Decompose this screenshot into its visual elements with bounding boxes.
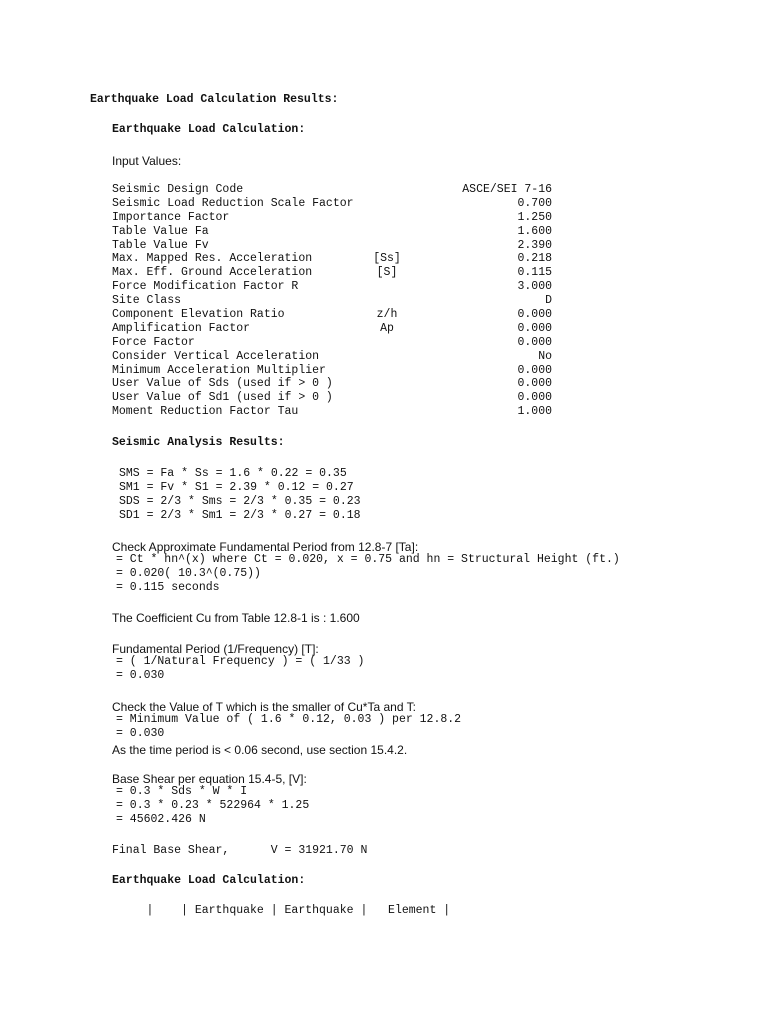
input-row [112, 336, 552, 350]
input-value: ASCE/SEI 7-16 [462, 183, 552, 196]
input-label: User Value of Sds (used if > 0 ) [112, 377, 333, 391]
base-shear-lines [116, 785, 309, 827]
base-shear-heading: Base Shear per equation 15.4-5, [V]: [112, 772, 307, 786]
input-label: Seismic Design Code [112, 183, 244, 196]
input-row [112, 294, 552, 308]
time-period-note: As the time period is < 0.06 second, use section 15.4.2. [112, 743, 408, 757]
ta-heading: Check Approximate Fundamental Period from 12.8-7 [Ta]: [112, 540, 419, 554]
input-row [112, 211, 552, 225]
input-row [112, 308, 552, 322]
input-label: Site Class [112, 294, 182, 308]
period-line: = ( 1/Natural Frequency ) = ( 1/33 ) [116, 655, 365, 668]
period-line: = 0.030 [116, 668, 165, 682]
check-line: = Minimum Value of ( 1.6 * 0.12, 0.03 ) per 12.8.2 [116, 713, 462, 726]
input-row [112, 197, 552, 211]
input-value: No [538, 349, 552, 363]
input-value: 1.250 [517, 210, 552, 224]
input-symbol: [Ss] [373, 252, 401, 266]
check-heading: Check the Value of T which is the smaller of Cu*Ta and T: [112, 700, 416, 714]
input-row [112, 239, 552, 253]
page-title: Earthquake Load Calculation Results: [90, 93, 339, 106]
input-value: 0.000 [517, 308, 552, 322]
seismic-result-line: SDS = 2/3 * Sms = 2/3 * 0.35 = 0.23 [119, 494, 361, 508]
base-shear-line: = 0.3 * Sds * W * I [116, 785, 248, 798]
input-values-heading: Input Values: [112, 154, 182, 168]
ta-line: = 0.115 seconds [116, 580, 220, 594]
input-row [112, 280, 552, 294]
input-row [112, 377, 552, 391]
input-value: D [545, 294, 552, 308]
input-value: 1.600 [517, 224, 552, 238]
section-title-2: Earthquake Load Calculation: [112, 874, 306, 887]
input-value: 3.000 [517, 280, 552, 294]
input-label: Table Value Fa [112, 224, 209, 238]
ta-line: = 0.020( 10.3^(0.75)) [116, 566, 261, 580]
section-title: Earthquake Load Calculation: [112, 123, 306, 136]
input-value: 2.390 [517, 238, 552, 252]
seismic-result-line: SMS = Fa * Ss = 1.6 * 0.22 = 0.35 [119, 467, 347, 480]
ta-line: = Ct * hn^(x) where Ct = 0.020, x = 0.75 and hn = Structural Height (ft.) [116, 553, 620, 566]
input-value: 0.000 [517, 377, 552, 391]
input-label: Max. Eff. Ground Acceleration [112, 266, 313, 280]
period-heading: Fundamental Period (1/Frequency) [T]: [112, 642, 319, 656]
input-value: 0.218 [517, 252, 552, 266]
input-value: 0.115 [517, 266, 552, 280]
seismic-result-line: SM1 = Fv * S1 = 2.39 * 0.12 = 0.27 [119, 480, 354, 494]
input-row [112, 322, 552, 336]
input-value: 0.000 [517, 363, 552, 377]
check-lines [116, 713, 461, 741]
input-row [112, 405, 552, 419]
final-base-shear: Final Base Shear, V = 31921.70 N [112, 844, 368, 857]
input-label: Force Modification Factor R [112, 280, 299, 294]
input-row [112, 350, 552, 364]
seismic-result-line: SD1 = 2/3 * Sm1 = 2/3 * 0.27 = 0.18 [119, 508, 361, 522]
input-row [112, 252, 552, 266]
input-symbol: Ap [380, 321, 394, 335]
input-label: Consider Vertical Acceleration [112, 349, 320, 363]
base-shear-line: = 45602.426 N [116, 812, 206, 826]
input-values-table [112, 183, 552, 419]
input-label: Table Value Fv [112, 238, 209, 252]
input-row [112, 391, 552, 405]
input-symbol: z/h [376, 308, 398, 322]
input-label: Moment Reduction Factor Tau [112, 405, 299, 419]
input-value: 0.000 [517, 335, 552, 349]
check-line: = 0.030 [116, 726, 165, 740]
input-label: Force Factor [112, 335, 195, 349]
cu-line: The Coefficient Cu from Table 12.8-1 is : 1.600 [112, 611, 360, 625]
base-shear-line: = 0.3 * 0.23 * 522964 * 1.25 [116, 798, 310, 812]
input-row [112, 364, 552, 378]
input-label: Seismic Load Reduction Scale Factor [112, 196, 354, 210]
input-label: Max. Mapped Res. Acceleration [112, 252, 313, 266]
seismic-results-heading: Seismic Analysis Results: [112, 436, 285, 449]
input-row [112, 183, 552, 197]
input-label: User Value of Sd1 (used if > 0 ) [112, 391, 333, 405]
seismic-results-lines [119, 467, 361, 523]
input-value: 0.700 [517, 196, 552, 210]
period-lines [116, 655, 364, 683]
input-symbol: [S] [376, 266, 398, 280]
input-value: 0.000 [517, 321, 552, 335]
input-label: Amplification Factor [112, 321, 251, 335]
input-value: 0.000 [517, 391, 552, 405]
ta-lines [116, 553, 620, 595]
input-label: Component Elevation Ratio [112, 308, 285, 322]
load-table-header: | | Earthquake | Earthquake | Element | [112, 904, 451, 917]
input-row [112, 225, 552, 239]
input-value: 1.000 [517, 405, 552, 419]
input-label: Importance Factor [112, 210, 230, 224]
input-label: Minimum Acceleration Multiplier [112, 363, 326, 377]
input-row [112, 266, 552, 280]
